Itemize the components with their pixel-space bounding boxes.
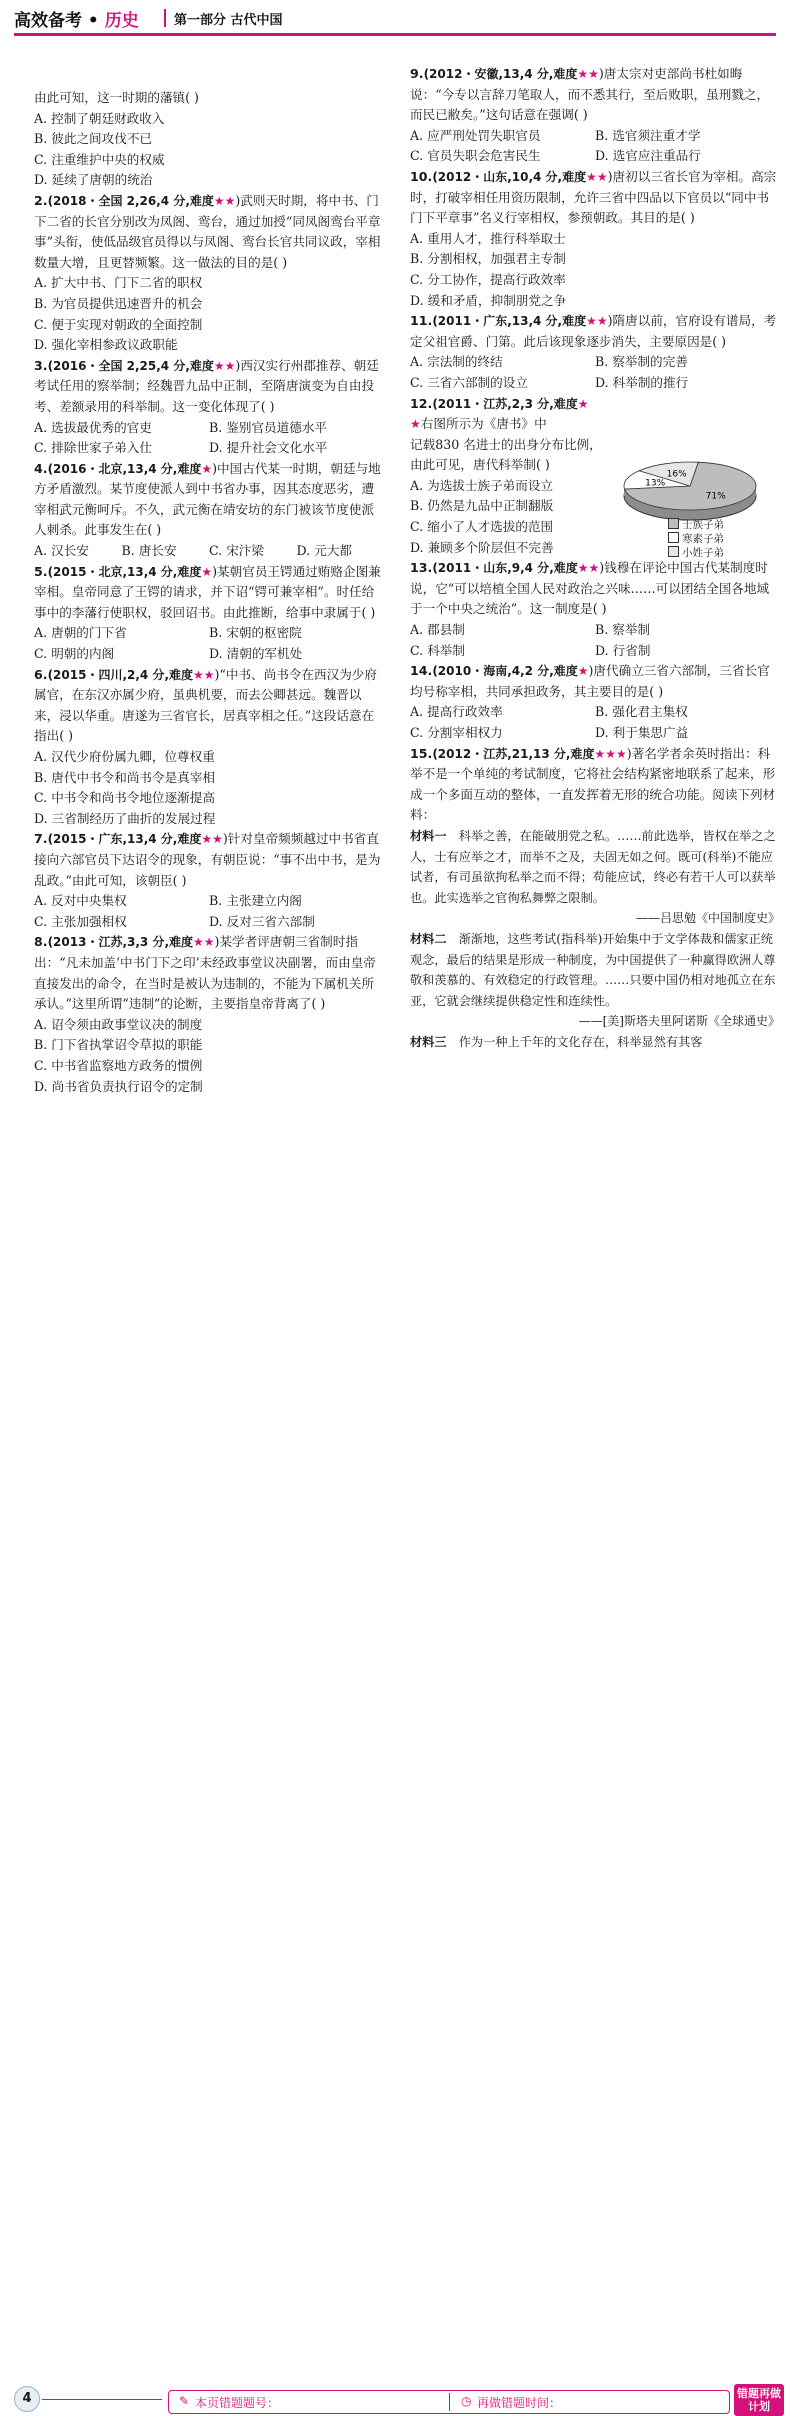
question-source: (2012・江苏,21,13 分,难度 <box>432 746 595 761</box>
option: C. 便于实现对朝政的全面控制 <box>34 316 203 332</box>
option: C. 科举制 <box>410 642 465 658</box>
question-number: 7. <box>34 831 48 847</box>
material-text: 作为一种上千年的文化存在，科举显然有其客 <box>458 1034 703 1049</box>
option: B. 强化君主集权 <box>595 704 688 720</box>
option: D. 尚书省负责执行诏令的定制 <box>34 1078 203 1094</box>
legend-item <box>668 518 724 532</box>
header-rule <box>14 33 776 36</box>
wrong-question-label: 本页错题题号： <box>195 2396 280 2410</box>
difficulty-stars: ★★★ <box>594 746 627 761</box>
clock-icon: ◷ <box>461 2394 472 2408</box>
material <box>410 929 780 1011</box>
option-row <box>410 723 780 744</box>
option: C. 明朝的内阁 <box>34 646 115 662</box>
option: A. 应严刑处罚失职官员 <box>410 127 541 143</box>
question-number: 9. <box>410 66 424 81</box>
question-q7 <box>34 829 384 891</box>
question-stem: )某学者评唐朝三省制时指出：“凡未加盖‘中书门下之印’未经政事堂议决副署，而由皇帝直接发出的命令，在当时是被认为违制的，不能为下属机关所承认。”这里所谓“违制”的论断，主要指皇帝背离了( ) <box>34 934 376 1012</box>
option: C. 注重维护中央的权威 <box>34 151 165 167</box>
option: D. 科举制的推行 <box>595 374 689 390</box>
question-number: 8. <box>34 934 48 950</box>
material <box>410 1032 780 1053</box>
option-row <box>410 352 780 373</box>
difficulty-stars: ★★ <box>577 561 600 576</box>
question-stem: )武则天时期，将中书、门下二省的长官分别改为凤阁、鸾台，通过加授“同凤阁鸾台平章事”头衔，使低品级官员得以与凤阁、鸾台长官共同议政，宰相数量大增，且更替频繁。这一做法的目的是( ) <box>34 192 381 270</box>
material-label: 材料二 <box>410 931 459 946</box>
material <box>410 826 780 908</box>
question-12-line: 由此可见，唐代科举制( ) <box>410 457 550 473</box>
legend-label: 寒素子弟 <box>682 533 724 545</box>
option: D. 提升社会文化水平 <box>209 440 328 456</box>
option-row <box>34 644 384 665</box>
question-number: 15. <box>410 745 433 761</box>
option: B. 选官须注重才学 <box>595 127 701 143</box>
error-record-box <box>168 2390 730 2414</box>
option: D. 强化宰相参政议政职能 <box>34 337 178 353</box>
subject-label: 历史 <box>104 11 139 31</box>
option: B. 分割相权，加强君主专制 <box>410 251 566 267</box>
option-row <box>410 641 780 662</box>
page-number: 4 <box>14 2386 40 2412</box>
option-row <box>34 891 384 912</box>
question-number: 3. <box>34 357 48 373</box>
question-number: 11. <box>410 313 433 329</box>
difficulty-stars: ★★ <box>193 667 215 682</box>
option: C. 主张加强相权 <box>34 913 127 929</box>
option: A. 汉代少府份属九卿，位尊权重 <box>34 749 215 764</box>
legend-label: 士族子弟 <box>682 519 724 531</box>
option: B. 鉴别官员道德水平 <box>209 419 328 435</box>
question-number: 14. <box>410 663 433 679</box>
question-stem: )隋唐以前，官府设有谱局，考定父祖官爵、门第。此后该现象逐步消失，主要原因是( ) <box>410 313 777 349</box>
question-q4 <box>34 459 384 541</box>
legend-swatch <box>668 532 679 543</box>
question-source: (2011・广东,13,4 分,难度 <box>432 314 587 329</box>
question-q9 <box>410 64 780 126</box>
option: B. 门下省执掌诏令草拟的职能 <box>34 1037 203 1053</box>
option: A. 为选拔士族子弟而设立 <box>410 477 554 493</box>
option: C. 排除世家子弟入仕 <box>34 440 152 456</box>
option-row <box>410 373 780 394</box>
difficulty-stars: ★ <box>201 564 213 579</box>
difficulty-stars: ★ <box>201 461 213 476</box>
left-column <box>34 88 384 1097</box>
question-12-line <box>410 394 615 415</box>
question-number: 4. <box>34 460 48 476</box>
option-row <box>410 620 780 641</box>
difficulty-stars: ★★ <box>193 935 215 950</box>
option: A. 反对中央集权 <box>34 893 127 909</box>
question-q14 <box>410 661 780 702</box>
option: D. 行省制 <box>595 642 651 658</box>
option: A. 诏令须由政事堂议决的制度 <box>34 1016 203 1032</box>
question-stem: )唐代确立三省六部制，三省长官均号称宰相，共同承担政务，其主要目的是( ) <box>410 663 770 699</box>
option: C. 三省六部制的设立 <box>410 374 528 390</box>
difficulty-stars: ★★ <box>201 832 223 847</box>
redo-time-label: 再做错题时间： <box>477 2396 562 2410</box>
option-row <box>34 912 384 933</box>
question-stem: )“中书、尚书令在西汉为少府属官，在东汉亦属少府，虽典机要，而去公卿甚远。魏晋以来，浸以华重。唐遂为三省官长，居真宰相之任。”这段话意在指出( ) <box>34 666 377 744</box>
option: D. 元大都 <box>296 543 352 559</box>
question-number: 5. <box>34 563 48 579</box>
question-12-line: 记载830 名进士的出身分布比例， <box>410 436 602 452</box>
legend-item <box>668 546 724 560</box>
question-stem: 右图所示为《唐书》中 <box>420 416 547 432</box>
material-label: 材料三 <box>410 1034 459 1049</box>
question-source: (2010・海南,4,2 分,难度 <box>432 664 578 679</box>
question-q1cont <box>34 88 384 109</box>
question-number: 12. <box>410 395 433 411</box>
difficulty-stars: ★★ <box>213 358 236 373</box>
legend-swatch <box>668 518 679 529</box>
difficulty-stars: ★★ <box>577 67 599 81</box>
question-source: (2016・全国 2,25,4 分,难度 <box>47 358 214 373</box>
option: B. 察举制的完善 <box>595 354 688 370</box>
option: A. 提高行政效率 <box>410 704 503 720</box>
option-row <box>34 438 384 459</box>
question-stem: )某朝官员王锷通过贿赂企图兼宰相。皇帝同意了王锷的请求，并下诏“锷可兼宰相”。时任给事中的李藩行使职权，驳回诏书。由此推断，给事中隶属于( ) <box>34 563 381 620</box>
option: B. 宋朝的枢密院 <box>209 625 302 641</box>
option: C. 中书省监察地方政务的惯例 <box>34 1057 203 1073</box>
option: D. 选官应注重品行 <box>595 148 701 164</box>
question-source: (2011・山东,9,4 分,难度 <box>432 561 578 576</box>
difficulty-stars: ★ <box>577 396 589 411</box>
option: B. 彼此之间攻伐不已 <box>34 131 153 147</box>
option: B. 唐长安 <box>121 543 177 559</box>
option: C. 中书令和尚书令地位逐渐提高 <box>34 790 215 806</box>
option: D. 反对三省六部制 <box>209 913 315 929</box>
pie-label-1: 13% <box>645 478 666 489</box>
option-row <box>410 126 780 147</box>
option: D. 兼顾多个阶层但不完善 <box>410 539 554 555</box>
legend-item <box>668 532 724 546</box>
question-q11 <box>410 311 780 352</box>
pie-label-0: 71% <box>705 491 726 502</box>
option: C. 宋汴梁 <box>209 543 264 559</box>
question-stem: )唐太宗对吏部尚书杜如晦说：“今专以言辞刀笔取人，而不悉其行，至后败职，虽刑戮之，而民已敝矣。”这句话意在强调( ) <box>410 66 770 123</box>
redo-plan-badge: 错题再做计划 <box>734 2384 784 2416</box>
question-stem: )中国古代某一时期，朝廷与地方矛盾激烈。某节度使派人到中书省办事，因其态度恶劣，遭宰相武元衡呵斥。不久，武元衡在靖安坊的东门被该节度使派人刺杀。此事发生在( ) <box>34 460 381 538</box>
option: C. 分割宰相权力 <box>410 725 503 740</box>
question-stem: )针对皇帝频频越过中书省直接向六部官员下达诏令的现象，有朝臣说：“事不出中书，是为乱政。”由此可知，该朝臣( ) <box>34 831 381 888</box>
question-q12 <box>410 394 615 559</box>
option: B. 察举制 <box>595 622 651 638</box>
question-number: 13. <box>410 560 433 576</box>
option: B. 主张建立内阁 <box>209 893 302 909</box>
question-q6 <box>34 665 384 747</box>
chart-legend <box>668 518 724 560</box>
legend-swatch <box>668 546 679 557</box>
page-footer <box>0 1190 790 2413</box>
option: A. 重用人才，推行科举取士 <box>410 230 566 246</box>
material-citation: ——[美]斯塔夫里阿诺斯《全球通史》 <box>578 1014 780 1029</box>
option-row <box>34 623 384 644</box>
option: C. 官员失职会危害民生 <box>410 148 541 164</box>
difficulty-stars: ★★ <box>586 169 608 184</box>
header-title: 高效备考 • 历史 <box>14 11 139 31</box>
option: D. 三省制经历了曲折的发展过程 <box>34 810 216 826</box>
option: A. 汉长安 <box>34 543 89 559</box>
footer-divider <box>449 2393 450 2411</box>
difficulty-stars: ★★ <box>586 314 608 329</box>
option: C. 分工协作，提高行政效率 <box>410 271 566 287</box>
question-q15 <box>410 744 780 826</box>
footer-rule <box>42 2399 162 2400</box>
question-q8 <box>34 932 384 1014</box>
page-header <box>0 0 790 40</box>
option: D. 缓和矛盾，抑制朋党之争 <box>410 292 567 308</box>
question-source: (2011・江苏,2,3 分,难度 <box>432 396 578 411</box>
question-source: (2016・北京,13,4 分,难度 <box>47 461 202 476</box>
option: D. 清朝的军机处 <box>209 646 303 662</box>
question-q5 <box>34 562 384 624</box>
question-q2 <box>34 191 384 273</box>
difficulty-stars: ★ <box>410 417 421 432</box>
question-stem: 由此可知，这一时期的藩镇( ) <box>34 90 199 105</box>
question-12-line <box>410 414 615 435</box>
question-stem: )著名学者余英时指出：科举不是一个单纯的考试制度，它将社会结构紧密地联系了起来，形成一个多面互动的整体，一直发挥着无形的统合功能。阅读下列材料： <box>410 745 776 823</box>
difficulty-stars: ★ <box>577 664 589 679</box>
option-row <box>410 146 780 167</box>
question-number: 10. <box>410 168 433 184</box>
legend-label: 小姓子弟 <box>682 547 724 559</box>
option: D. 延续了唐朝的统治 <box>34 172 153 188</box>
option: A. 郡县制 <box>410 622 465 638</box>
question-source: (2013・江苏,3,3 分,难度 <box>47 935 193 950</box>
header-separator <box>164 9 166 27</box>
option: B. 为官员提供迅速晋升的机会 <box>34 295 203 311</box>
question-q3 <box>34 356 384 418</box>
option-row <box>34 418 384 439</box>
option-row <box>34 541 384 562</box>
option: A. 扩大中书、门下二省的职权 <box>34 275 203 291</box>
material-citation: ——吕思勉《中国制度史》 <box>635 911 780 926</box>
option: B. 唐代中书令和尚书令是真宰相 <box>34 769 215 785</box>
question-source: (2015・四川,2,4 分,难度 <box>47 667 193 682</box>
question-q10 <box>410 167 780 229</box>
option: A. 控制了朝廷财政收入 <box>34 110 165 126</box>
question-number: 6. <box>34 666 48 682</box>
question-source: (2015・北京,13,4 分,难度 <box>47 564 202 579</box>
pie-label-2: 16% <box>666 469 687 480</box>
question-stem: )钱穆在评论中国古代某制度时说，它“可以培植全国人民对政治之兴味……可以团结全国各地域于一个中央之统治”。这一制度是( ) <box>410 560 770 617</box>
option-row <box>410 702 780 723</box>
material-text: 渐渐地，这些考试(指科举)开始集中于文学体裁和儒家正统观念，最后的结果是形成一种制度，为中国提供了一种赢得欧洲人尊敬和羡慕的、有效稳定的行政管理。……只要中国仍相对地孤立在东亚，它就会继续提供稳定性和连续性。 <box>410 931 776 1008</box>
question-source: (2018・全国 2,26,4 分,难度 <box>47 193 214 208</box>
pencil-icon: ✎ <box>179 2394 190 2408</box>
option: D. 利于集思广益 <box>595 725 689 740</box>
question-source: (2012・安徽,13,4 分,难度 <box>423 67 578 81</box>
option: B. 仍然是九品中正制翻版 <box>410 498 554 514</box>
option: C. 缩小了人才选拔的范围 <box>410 519 554 535</box>
question-stem: )西汉实行州郡推荐、朝廷考试任用的察举制；经魏晋九品中正制，至隋唐演变为自由投考、差额录用的科举制。这一变化体现了( ) <box>34 357 379 414</box>
option: A. 选拔最优秀的官吏 <box>34 419 152 435</box>
question-stem: )唐初以三省长官为宰相。高宗时，打破宰相任用资历限制，允许三省中四品以下官员以“同中书门下平章事”名义行宰相权，参预朝政。其目的是( ) <box>410 168 777 226</box>
question-source: (2012・山东,10,4 分,难度 <box>432 169 587 184</box>
option: A. 唐朝的门下省 <box>34 625 127 641</box>
option: A. 宗法制的终结 <box>410 354 503 370</box>
material-text: 科举之善，在能破朋党之私。……前此选举，皆权在举之之人，士有应举之才，而举不之及，夫固无如之何。既可(科举)不能应试者，有司虽欲拘私举之而不得；苟能应试，终必有若干人可以获举也。此实选举之官徇私舞弊之限制。 <box>410 828 776 905</box>
section-label: 第一部分 古代中国 <box>174 13 283 28</box>
material-label: 材料一 <box>410 828 459 843</box>
question-source: (2015・广东,13,4 分,难度 <box>47 832 202 847</box>
question-number: 2. <box>34 192 48 208</box>
difficulty-stars: ★★ <box>213 193 236 208</box>
